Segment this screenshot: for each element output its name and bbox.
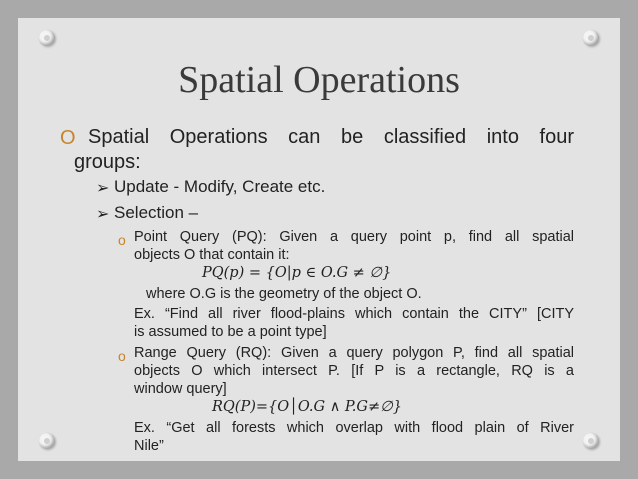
range-query-formula: RQ(P)={O│O.G ∧ P.G≠∅}: [212, 399, 402, 415]
corner-screw-icon: [583, 30, 599, 46]
arrow-bullet-icon: ➢: [96, 180, 110, 197]
point-query-example-line1: Ex. “Find all river flood-plains which contain the CITY” [CITY: [134, 306, 574, 322]
range-query-line2: objects O which intersect P. [If P is a rectangle, RQ is a: [134, 363, 574, 379]
main-point-line1: Spatial Operations can be classified into four: [88, 126, 574, 148]
range-query-example-line1: Ex. “Get all forests which overlap with flood plain of River: [134, 420, 574, 436]
bullet-o-icon: O: [60, 127, 76, 149]
point-query-where: where O.G is the geometry of the object O.: [146, 286, 422, 302]
corner-screw-icon: [39, 30, 55, 46]
range-query-example-line2: Nile”: [134, 438, 164, 454]
main-point-line2: groups:: [74, 151, 141, 173]
bullet-o-icon: o: [118, 232, 126, 248]
point-query-example-line2: is assumed to be a point type]: [134, 324, 327, 340]
corner-screw-icon: [39, 433, 55, 449]
range-query-line3: window query]: [134, 381, 227, 397]
bullet-update: Update - Modify, Create etc.: [114, 177, 326, 196]
arrow-bullet-icon: ➢: [96, 206, 110, 223]
bullet-selection: Selection –: [114, 203, 199, 222]
slide-title: Spatial Operations: [178, 59, 460, 101]
point-query-line1: Point Query (PQ): Given a query point p, find all spatial: [134, 229, 574, 245]
point-query-line2: objects O that contain it:: [134, 247, 290, 263]
bullet-o-icon: o: [118, 348, 126, 364]
point-query-formula: PQ(p) = {O|p ∈ O.G ≠ ∅}: [202, 265, 392, 281]
corner-screw-icon: [583, 433, 599, 449]
range-query-line1: Range Query (RQ): Given a query polygon P, find all spatial: [134, 345, 574, 361]
